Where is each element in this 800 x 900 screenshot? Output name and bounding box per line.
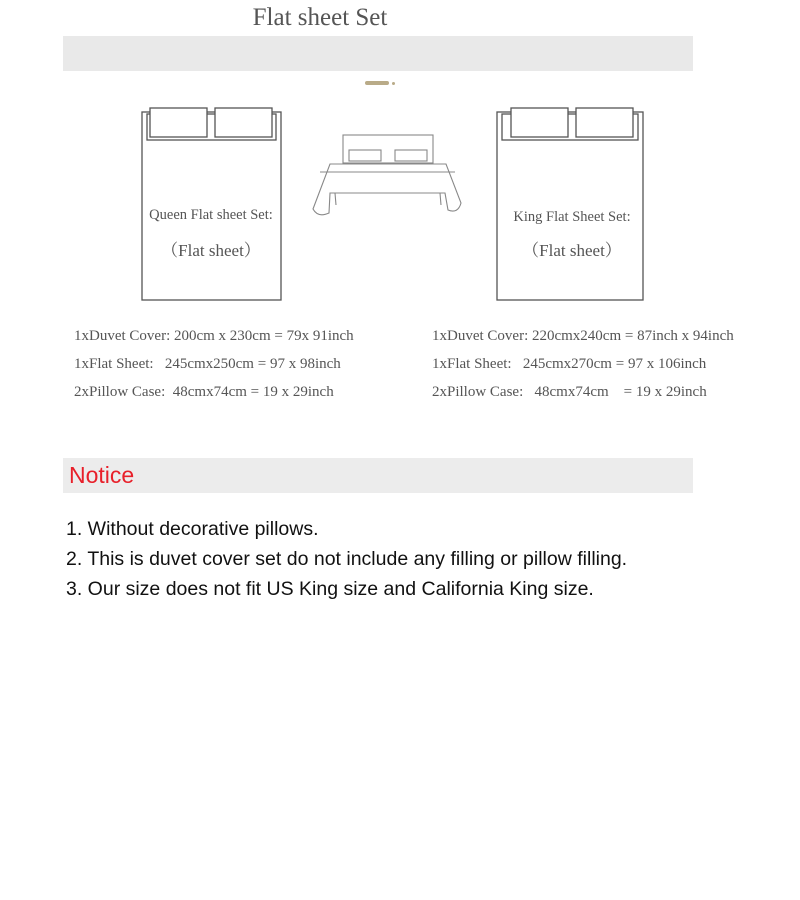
king-spec-flat-sheet: 1xFlat Sheet: 245cmx270cm = 97 x 106inch bbox=[432, 356, 707, 372]
queen-bed-diagram-icon bbox=[142, 108, 281, 300]
king-spec-pillow-case: 2xPillow Case: 48cmx74cm = 19 x 29inch bbox=[432, 384, 707, 400]
bed-illustration-icon bbox=[313, 135, 461, 215]
notice-title: Notice bbox=[69, 462, 135, 488]
queen-spec-flat-sheet: 1xFlat Sheet: 245cmx250cm = 97 x 98inch bbox=[74, 356, 341, 372]
page-title: Flat sheet Set bbox=[252, 4, 388, 31]
queen-spec-duvet: 1xDuvet Cover: 200cm x 230cm = 79x 91inch bbox=[74, 328, 354, 344]
notice-item: 1. Without decorative pillows. bbox=[66, 518, 319, 540]
king-set-sublabel: （Flat sheet） bbox=[522, 241, 622, 260]
bed-diagrams bbox=[0, 0, 800, 320]
king-spec-duvet: 1xDuvet Cover: 220cmx240cm = 87inch x 94inch bbox=[432, 328, 734, 344]
notice-item: 2. This is duvet cover set do not include any filling or pillow filling. bbox=[66, 548, 628, 570]
notice-bar bbox=[63, 458, 693, 493]
king-set-label: King Flat Sheet Set: bbox=[513, 209, 631, 225]
notice-item: 3. Our size does not fit US King size and California King size. bbox=[66, 578, 594, 600]
queen-set-sublabel: （Flat sheet） bbox=[161, 241, 261, 260]
queen-spec-pillow-case: 2xPillow Case: 48cmx74cm = 19 x 29inch bbox=[74, 384, 334, 400]
king-bed-diagram-icon bbox=[497, 108, 643, 300]
queen-set-label: Queen Flat sheet Set: bbox=[149, 207, 273, 223]
